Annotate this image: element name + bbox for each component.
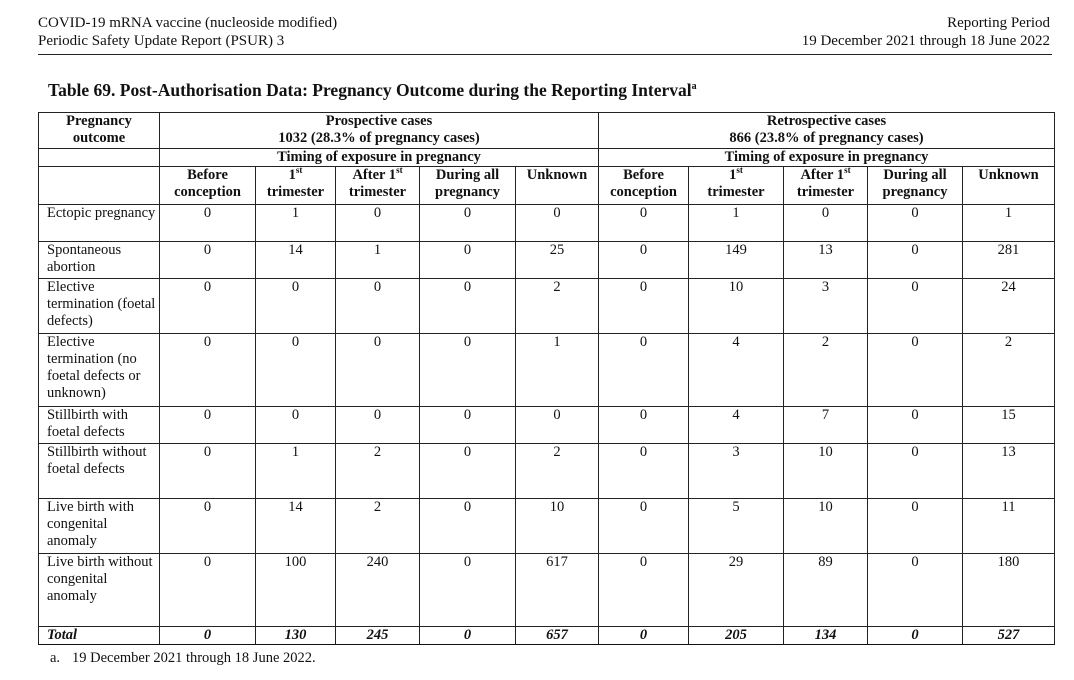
value-cell: 11: [963, 499, 1055, 554]
value-cell: 3: [689, 444, 784, 499]
value-cell: 1: [963, 205, 1055, 242]
value-cell: 0: [599, 444, 689, 499]
value-cell: 0: [599, 279, 689, 334]
value-cell: 0: [516, 407, 599, 444]
total-cell: 0: [599, 627, 689, 645]
value-cell: 0: [336, 279, 420, 334]
value-cell: 0: [868, 205, 963, 242]
value-cell: 3: [784, 279, 868, 334]
total-label: Total: [39, 627, 160, 645]
value-cell: 0: [160, 334, 256, 407]
value-cell: 0: [868, 554, 963, 627]
value-cell: 0: [420, 334, 516, 407]
outcome-label: Live birth with congenital anomaly: [39, 499, 160, 554]
value-cell: 0: [868, 499, 963, 554]
value-cell: 0: [160, 444, 256, 499]
col-first-trimester: [689, 167, 784, 205]
value-cell: 0: [868, 407, 963, 444]
value-cell: 0: [599, 499, 689, 554]
col-during-all-pregnancy: During all pregnancy: [420, 167, 516, 205]
col-before-conception: Before conception: [160, 167, 256, 205]
outcome-label: Ectopic pregnancy: [39, 205, 160, 242]
product-name: COVID-19 mRNA vaccine (nucleoside modified): [38, 15, 338, 31]
value-cell: 0: [160, 554, 256, 627]
value-cell: 2: [336, 499, 420, 554]
value-cell: 0: [160, 205, 256, 242]
retrospective-subtitle: 866 (23.8% of pregnancy cases): [729, 130, 924, 146]
value-cell: 0: [420, 279, 516, 334]
col-unknown: Unknown: [516, 167, 599, 205]
blank-header-cell: [39, 149, 160, 167]
outcome-label: Elective termination (no foetal defects or unknown): [39, 334, 160, 407]
value-cell: 240: [336, 554, 420, 627]
value-cell: 0: [256, 279, 336, 334]
value-cell: 0: [784, 205, 868, 242]
table-row: [39, 407, 1055, 444]
footnote: [50, 650, 316, 667]
total-cell: 0: [420, 627, 516, 645]
value-cell: 149: [689, 242, 784, 279]
value-cell: 0: [868, 242, 963, 279]
value-cell: 10: [689, 279, 784, 334]
value-cell: 180: [963, 554, 1055, 627]
value-cell: 13: [784, 242, 868, 279]
after-trimester-word: trimester: [348, 184, 407, 200]
total-cell: 0: [160, 627, 256, 645]
value-cell: 0: [868, 279, 963, 334]
value-cell: 1: [256, 444, 336, 499]
value-cell: 0: [599, 205, 689, 242]
table-row: [39, 554, 1055, 627]
value-cell: 0: [160, 499, 256, 554]
reporting-period: [802, 14, 1050, 50]
first-trimester-word: trimester: [266, 184, 325, 200]
col-first-trimester: [256, 167, 336, 205]
value-cell: 0: [599, 242, 689, 279]
table-row: [39, 205, 1055, 242]
col-unknown: Unknown: [963, 167, 1055, 205]
value-cell: 2: [784, 334, 868, 407]
value-cell: 2: [963, 334, 1055, 407]
value-cell: 0: [256, 407, 336, 444]
value-cell: 0: [336, 205, 420, 242]
footnote-text: 19 December 2021 through 18 June 2022.: [72, 650, 316, 666]
value-cell: 0: [868, 444, 963, 499]
value-cell: 0: [599, 407, 689, 444]
total-cell: 130: [256, 627, 336, 645]
retrospective-timing-header: Timing of exposure in pregnancy: [599, 149, 1055, 167]
total-cell: 0: [868, 627, 963, 645]
footnote-marker: a.: [50, 650, 61, 666]
value-cell: 0: [336, 334, 420, 407]
value-cell: 5: [689, 499, 784, 554]
total-row: [39, 627, 1055, 645]
value-cell: 13: [963, 444, 1055, 499]
table-row: [39, 279, 1055, 334]
value-cell: 1: [256, 205, 336, 242]
value-cell: 1: [516, 334, 599, 407]
value-cell: 2: [336, 444, 420, 499]
table-row: [39, 334, 1055, 407]
total-cell: 657: [516, 627, 599, 645]
value-cell: 0: [160, 407, 256, 444]
value-cell: 617: [516, 554, 599, 627]
after-first-text: After 1: [352, 167, 397, 183]
value-cell: 2: [516, 444, 599, 499]
table-caption-text: Table 69. Post-Authorisation Data: Pregnancy Outcome during the Reporting Interval: [48, 80, 692, 100]
value-cell: 14: [256, 242, 336, 279]
value-cell: 89: [784, 554, 868, 627]
after-first-text: After 1: [800, 167, 845, 183]
col-after-first-trimester: [336, 167, 420, 205]
value-cell: 0: [516, 205, 599, 242]
report-name: Periodic Safety Update Report (PSUR) 3: [38, 33, 285, 49]
prospective-subtitle: 1032 (28.3% of pregnancy cases): [278, 130, 480, 146]
value-cell: 0: [160, 242, 256, 279]
col-before-conception: Before conception: [599, 167, 689, 205]
blank-header-cell: [39, 167, 160, 205]
after-trimester-word: trimester: [796, 184, 855, 200]
outcome-label: Live birth without congenital anomaly: [39, 554, 160, 627]
document-title: [38, 14, 337, 50]
after-first-ordinal: st: [844, 165, 851, 176]
value-cell: 1: [336, 242, 420, 279]
first-ordinal: st: [736, 165, 743, 176]
outcome-label: Stillbirth without foetal defects: [39, 444, 160, 499]
outcome-column-header: Pregnancy outcome: [39, 113, 160, 149]
value-cell: 0: [336, 407, 420, 444]
value-cell: 10: [784, 499, 868, 554]
value-cell: 0: [420, 407, 516, 444]
value-cell: 0: [256, 334, 336, 407]
reporting-period-dates: 19 December 2021 through 18 June 2022: [801, 33, 1050, 49]
first-trimester-word: trimester: [707, 184, 765, 200]
first-number: 1: [729, 167, 737, 183]
value-cell: 0: [599, 334, 689, 407]
value-cell: 100: [256, 554, 336, 627]
total-cell: 245: [336, 627, 420, 645]
value-cell: 2: [516, 279, 599, 334]
after-first-ordinal: st: [396, 165, 403, 176]
value-cell: 0: [599, 554, 689, 627]
table-caption: [48, 80, 697, 101]
value-cell: 4: [689, 334, 784, 407]
value-cell: 1: [689, 205, 784, 242]
value-cell: 0: [868, 334, 963, 407]
value-cell: 24: [963, 279, 1055, 334]
value-cell: 10: [784, 444, 868, 499]
document-header: [38, 14, 1052, 55]
value-cell: 7: [784, 407, 868, 444]
value-cell: 0: [420, 205, 516, 242]
reporting-period-label: Reporting Period: [947, 15, 1050, 31]
value-cell: 0: [420, 444, 516, 499]
retrospective-title: Retrospective cases: [766, 113, 887, 129]
value-cell: 14: [256, 499, 336, 554]
total-cell: 527: [963, 627, 1055, 645]
value-cell: 4: [689, 407, 784, 444]
value-cell: 281: [963, 242, 1055, 279]
caption-footnote-marker: a: [691, 81, 697, 93]
table-row: [39, 499, 1055, 554]
value-cell: 0: [420, 242, 516, 279]
value-cell: 0: [420, 499, 516, 554]
value-cell: 0: [160, 279, 256, 334]
pregnancy-outcome-table: [38, 112, 1055, 645]
value-cell: 25: [516, 242, 599, 279]
outcome-label: Stillbirth with foetal defects: [39, 407, 160, 444]
prospective-title: Prospective cases: [325, 113, 433, 129]
col-during-all-pregnancy: During all pregnancy: [868, 167, 963, 205]
value-cell: 29: [689, 554, 784, 627]
table-row: [39, 444, 1055, 499]
col-after-first-trimester: [784, 167, 868, 205]
first-ordinal: st: [295, 165, 303, 176]
prospective-timing-header: Timing of exposure in pregnancy: [160, 149, 599, 167]
value-cell: 15: [963, 407, 1055, 444]
first-number: 1: [288, 167, 296, 183]
total-cell: 205: [689, 627, 784, 645]
total-cell: 134: [784, 627, 868, 645]
retrospective-header: [599, 113, 1055, 149]
prospective-header: [160, 113, 599, 149]
value-cell: 0: [420, 554, 516, 627]
outcome-label: Spontaneous abortion: [39, 242, 160, 279]
table-row: [39, 242, 1055, 279]
outcome-label: Elective termination (foetal defects): [39, 279, 160, 334]
value-cell: 10: [516, 499, 599, 554]
